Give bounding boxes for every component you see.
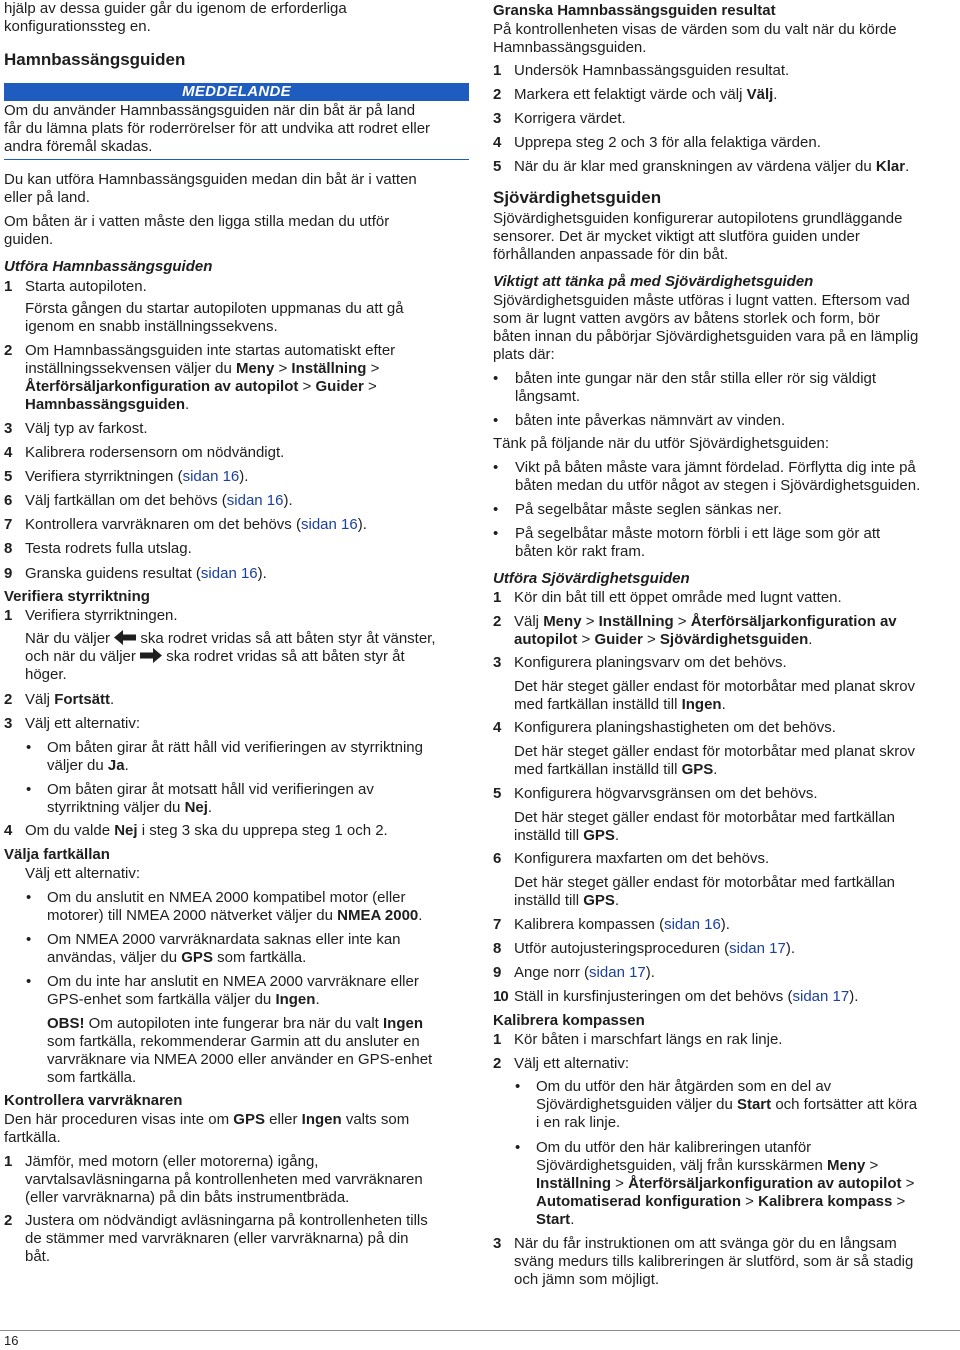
harbor-step-1-detail: Första gången du startar autopiloten uppmanas du att gå igenom en snabb inställningssekvens. — [25, 300, 404, 335]
seatrial-step-6-detail: Det här steget gäller endast för motorbåtar med fartkällan inställd till GPS. — [514, 874, 896, 909]
compass-option-seatrial: • Om du utför den här åtgärden som en del av Sjövärdighetsguiden väljer du Start och fortsätter att köra i en rak linje. — [493, 1078, 956, 1132]
seatrial-step-1: 1 Kör din båt till ett öppet område med lugnt vatten. — [493, 589, 842, 606]
perform-harbor-title: Utföra Hamnbassängsguiden — [4, 258, 213, 275]
page-number: 16 — [4, 1333, 19, 1348]
seatrial-step-4: 4 Konfigurera planingshastigheten om det behövs. — [493, 719, 836, 736]
harbor-step-7: 7 Kontrollera varvräknaren om det behövs (sidan 16). — [4, 516, 367, 533]
link-page-16[interactable]: sidan 16 — [200, 565, 258, 582]
paragraph-land: Du kan utföra Hamnbassängsguiden medan din båt är i vatten eller på land. — [4, 171, 417, 206]
speed-option-none: • Om du inte har anslutit en NMEA 2000 varvräknare eller GPS-enhet som fartkälla väljer du Ingen. — [4, 973, 469, 1009]
seatrial-step-10: 10 Ställ in kursfinjusteringen om det behövs (sidan 17). — [493, 988, 859, 1005]
perform-seatrial-title: Utföra Sjövärdighetsguiden — [493, 570, 690, 587]
seatrial-step-3-detail: Det här steget gäller endast för motorbåtar med planat skrov med fartkällan inställd till Ingen. — [514, 678, 916, 713]
important-text: Sjövärdighetsguiden måste utföras i lugnt vatten. Eftersom vad som är lugnt vatten avgörs av båtens storlek och form, bör båten innan du påbörjar Sjövärdighetsguiden vara på en lämplig plats där: — [493, 292, 919, 363]
verify-step-4: 4 Om du valde Nej i steg 3 ska du upprepa steg 1 och 2. — [4, 822, 388, 839]
verify-step-1: 1 Verifiera styrriktningen. — [4, 607, 178, 624]
compass-step-2: 2 Välj ett alternativ: — [493, 1055, 630, 1072]
arrow-left-icon — [114, 630, 136, 645]
seatrial-step-7: 7 Kalibrera kompassen (sidan 16). — [493, 916, 730, 933]
condition-no-wind: • båten inte påverkas nämnvärt av vinden. — [493, 412, 956, 430]
verify-step-3: 3 Välj ett alternativ: — [4, 715, 141, 732]
review-step-5: 5 När du är klar med granskningen av värdena väljer du Klar. — [493, 158, 910, 175]
link-page-16[interactable]: sidan 16 — [226, 492, 284, 509]
verify-steering-title: Verifiera styrriktning — [4, 588, 150, 605]
notice-text: Om du använder Hamnbassängsguiden när din båt är på land får du lämna plats för roderrörelser för att undvika att rodret eller andra föremål skadas. — [4, 102, 431, 155]
arrow-right-icon — [140, 648, 162, 663]
review-step-4: 4 Upprepa steg 2 och 3 för alla felaktiga värden. — [493, 134, 821, 151]
harbor-step-3: 3 Välj typ av farkost. — [4, 420, 148, 437]
seatrial-step-9: 9 Ange norr (sidan 17). — [493, 964, 655, 981]
paragraph-still: Om båten är i vatten måste den ligga stilla medan du utför guiden. — [4, 213, 390, 248]
notice-divider — [4, 159, 469, 160]
speed-source-intro: Välj ett alternativ: — [25, 865, 141, 882]
review-step-2: 2 Markera ett felaktigt värde och välj Välj. — [493, 86, 778, 103]
tachometer-step-1: 1 Jämför, med motorn (eller motorerna) igång, varvtalsavläsningarna på kontrollenheten med varvräknaren (eller varvräknarna) på din båts instrumentbräda. — [4, 1153, 423, 1206]
verify-step-2: 2 Välj Fortsätt. — [4, 691, 115, 708]
seatrial-step-8: 8 Utför autojusteringsproceduren (sidan 17). — [493, 940, 796, 957]
tachometer-title: Kontrollera varvräknaren — [4, 1092, 183, 1109]
tachometer-step-2: 2 Justera om nödvändigt avläsningarna på kontrollenheten tills de stämmer med varvräknaren (eller varvräknarna) på din båt. — [4, 1212, 428, 1265]
harbor-step-9: 9 Granska guidens resultat (sidan 16). — [4, 565, 267, 582]
notice-box — [4, 83, 469, 160]
condition-no-rocking: • båten inte gungar när den står stilla eller rör sig väldigt långsamt. — [493, 370, 956, 406]
review-step-3: 3 Korrigera värdet. — [493, 110, 626, 127]
seatrial-step-5-detail: Det här steget gäller endast för motorbåtar med fartkällan inställd till GPS. — [514, 809, 896, 844]
compass-step-3: 3 När du får instruktionen om att svänga gör du en långsam sväng medurs tills kalibreringen är slutförd, som är så stadig och jämn som möjligt. — [493, 1235, 914, 1288]
harbor-step-6: 6 Välj fartkällan om det behövs (sidan 16). — [4, 492, 293, 509]
consider-text: Tänk på följande när du utför Sjövärdighetsguiden: — [493, 435, 830, 452]
seatrial-step-6: 6 Konfigurera maxfarten om det behövs. — [493, 850, 770, 867]
calibrate-compass-title: Kalibrera kompassen — [493, 1012, 645, 1029]
link-page-17[interactable]: sidan 17 — [792, 988, 850, 1005]
verify-option-no: • Om båten girar åt motsatt håll vid verifieringen av styrriktning väljer du Nej. — [4, 781, 469, 817]
review-results-intro: På kontrollenheten visas de värden som du valt när du körde Hamnbassängsguiden. — [493, 21, 897, 56]
harbor-step-4: 4 Kalibrera rodersensorn om nödvändigt. — [4, 444, 285, 461]
seatrial-step-2: 2 Välj Meny > Inställning > Återförsäljarkonfiguration av autopilot > Guider > Sjövärdighetsguiden. — [493, 613, 897, 648]
speed-option-gps: • Om NMEA 2000 varvräknardata saknas eller inte kan användas, väljer du GPS som fartkälla. — [4, 931, 469, 967]
link-page-17[interactable]: sidan 17 — [729, 940, 786, 957]
tachometer-intro: Den här proceduren visas inte om GPS eller Ingen valts som fartkälla. — [4, 1111, 410, 1146]
important-title: Viktigt att tänka på med Sjövärdighetsguiden — [493, 273, 814, 290]
verify-step-1-detail: När du väljer ska rodret vridas så att båten styr åt vänster, och när du väljer ska rodret vridas så att båten styr åt höger. — [25, 630, 436, 683]
link-page-16[interactable]: sidan 16 — [300, 516, 358, 533]
consider-sails: • På segelbåtar måste seglen sänkas ner. — [493, 501, 956, 519]
harbor-step-5: 5 Verifiera styrriktningen (sidan 16). — [4, 468, 249, 485]
speed-note: OBS! Om autopiloten inte fungerar bra när du valt Ingen som fartkälla, rekommenderar Garmin att du ansluter en varvräknare via NMEA 2000 eller använder en GPS-enhet som fartkälla. — [47, 1015, 433, 1086]
seatrial-step-4-detail: Det här steget gäller endast för motorbåtar med planat skrov med fartkällan inställd till GPS. — [514, 743, 916, 778]
review-results-title: Granska Hamnbassängsguiden resultat — [493, 2, 776, 19]
speed-option-nmea: • Om du anslutit en NMEA 2000 kompatibel motor (eller motorer) till NMEA 2000 nätverket väljer du NMEA 2000. — [4, 889, 469, 925]
harbor-step-2: 2 Om Hamnbassängsguiden inte startas automatiskt efter inställningssekvensen väljer du Meny > Inställning > Återförsäljarkonfiguration av autopilot > Guider > Hamnbassängsguiden. — [4, 342, 396, 413]
seatrial-step-5: 5 Konfigurera högvarvsgränsen om det behövs. — [493, 785, 818, 802]
consider-motor: • På segelbåtar måste motorn förbli i ett läge som gör att båten kör rakt fram. — [493, 525, 956, 561]
review-step-1: 1 Undersök Hamnbassängsguiden resultat. — [493, 62, 790, 79]
link-page-16[interactable]: sidan 16 — [664, 916, 721, 933]
footer-divider — [0, 1330, 960, 1331]
speed-source-title: Välja fartkällan — [4, 846, 110, 863]
consider-weight: • Vikt på båten måste vara jämnt fördelad. Förflytta dig inte på båten medan du utför något av stegen i Sjövärdighetsguiden. — [493, 459, 956, 495]
verify-option-yes: • Om båten girar åt rätt håll vid verifieringen av styrriktning väljer du Ja. — [4, 739, 469, 775]
compass-option-menu: • Om du utför den här kalibreringen utanför Sjövärdighetsguiden, välj från kursskärmen Meny > Inställning > Återförsäljarkonfiguration av autopilot > Automatiserad konfiguration > Kalibrera kompass > Start. — [493, 1139, 956, 1229]
seatrial-step-3: 3 Konfigurera planingsvarv om det behövs. — [493, 654, 787, 671]
harbor-step-1: 1 Starta autopiloten. — [4, 278, 147, 295]
harbor-guide-title: Hamnbassängsguiden — [4, 50, 186, 69]
seatrial-title: Sjövärdighetsguiden — [493, 188, 662, 207]
seatrial-intro: Sjövärdighetsguiden konfigurerar autopilotens grundläggande sensorer. Det är mycket viktigt att slutföra guiden under förhållanden anpassade för din båt. — [493, 210, 903, 263]
intro-text: hjälp av dessa guider går du igenom de erforderliga konfigurationssteg en. — [4, 0, 347, 35]
compass-step-1: 1 Kör båten i marschfart längs en rak linje. — [493, 1031, 783, 1048]
harbor-step-8: 8 Testa rodrets fulla utslag. — [4, 540, 192, 557]
notice-label: MEDDELANDE — [4, 83, 469, 101]
link-page-16[interactable]: sidan 16 — [182, 468, 240, 485]
link-page-17[interactable]: sidan 17 — [589, 964, 646, 981]
